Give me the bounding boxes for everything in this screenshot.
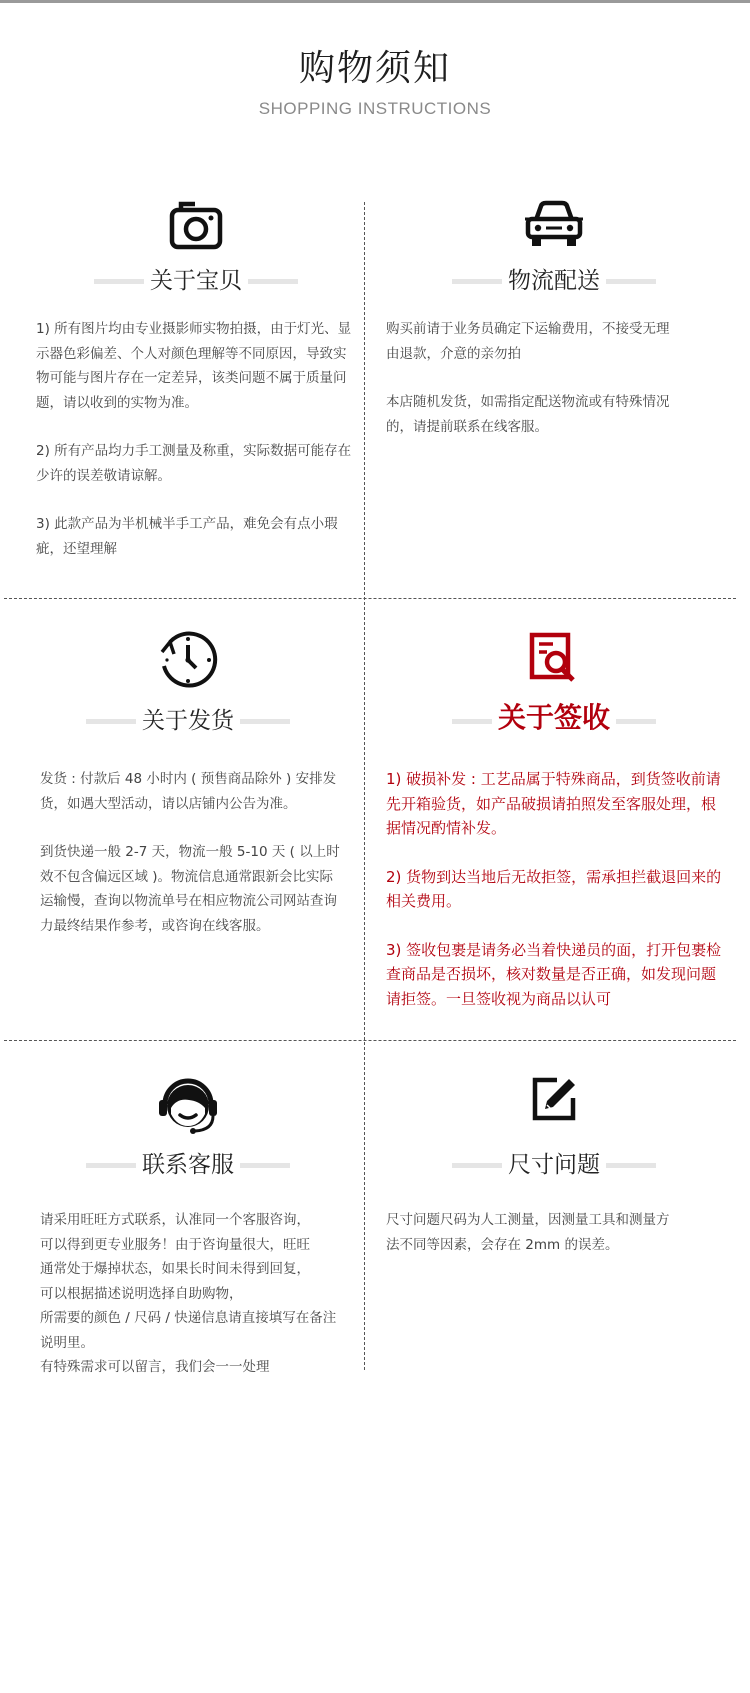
section-title: 关于宝贝 — [144, 264, 248, 298]
section-size — [372, 1076, 736, 1376]
text-line: 有特殊需求可以留言，我们会一一处理 — [40, 1359, 270, 1375]
section-body — [36, 317, 354, 561]
search-document-icon — [372, 632, 736, 688]
text-line: 通常处于爆掉状态，如果长时间未得到回复， — [40, 1261, 310, 1277]
page-title: 购物须知 — [298, 48, 451, 89]
text-line: 请采用旺旺方式联系，认准同一个客服咨询， — [40, 1212, 310, 1228]
section-title: 尺寸问题 — [502, 1148, 606, 1182]
paragraph: 本店随机发货，如需指定配送物流或有特殊情况的，请提前联系在线客服。 — [386, 394, 670, 435]
paragraph: 到货快递一般 2-7 天，物流一般 5-10 天 ( 以上时效不包含偏远区域 )。物流信息通常跟新会比实际运输慢，查询以物流单号在相应物流公司网站查询力最终结果作参考，或咨询在线客服。 — [40, 844, 340, 934]
section-contact — [6, 1070, 370, 1390]
section-body — [40, 767, 346, 938]
section-title: 联系客服 — [136, 1148, 240, 1182]
horizontal-divider-2 — [4, 1040, 736, 1041]
paragraph: 发货 : 付款后 48 小时内 ( 预售商品除外 ) 安排发货，如遇大型活动，请以店铺内公告为准。 — [40, 771, 337, 812]
section-body — [386, 767, 726, 1011]
section-heading — [6, 702, 370, 742]
section-body — [386, 1208, 676, 1257]
section-heading — [14, 262, 378, 302]
section-logistics — [372, 200, 736, 598]
paragraph: 3) 此款产品为半机械半手工产品，难免会有点小瑕疵，还望理解 — [36, 516, 338, 557]
paragraph: 尺寸问题尺码为人工测量，因测量工具和测量方法不同等因素，会存在 2mm 的误差。 — [386, 1212, 670, 1253]
section-body — [386, 317, 676, 439]
camera-icon — [14, 200, 378, 254]
horizontal-divider-1 — [4, 598, 736, 599]
paragraph: 3) 签收包裹是请务必当着快递员的面，打开包裹检查商品是否损坏，核对数量是否正确，如发现问题请拒签。一旦签收视为商品以认可 — [386, 940, 722, 1008]
section-heading — [372, 702, 736, 742]
clock-icon — [6, 630, 370, 694]
paragraph: 购买前请于业务员确定下运输费用，不接受无理由退款，介意的亲勿拍 — [386, 321, 670, 362]
car-icon — [372, 200, 736, 254]
section-heading — [6, 1146, 370, 1186]
paragraph: 1) 破损补发 : 工艺品属于特殊商品，到货签收前请先开箱验货，如产品破损请拍照发至客服处理，根据情况酌情补发。 — [386, 770, 721, 837]
paragraph: 2) 所有产品均力手工测量及称重，实际数据可能存在少许的误差敬请谅解。 — [36, 443, 352, 484]
text-line: 所需要的颜色 / 尺码 / 快递信息请直接填写在备注说明里。 — [40, 1310, 337, 1351]
top-border — [0, 0, 750, 3]
section-heading — [372, 262, 736, 302]
section-title: 物流配送 — [502, 264, 606, 298]
paragraph: 2) 货物到达当地后无故拒签，需承担拦截退回来的相关费用。 — [386, 867, 722, 910]
section-title: 关于发货 — [136, 704, 240, 738]
section-body — [40, 1208, 346, 1380]
section-heading — [372, 1146, 736, 1186]
page-subtitle: SHOPPING INSTRUCTIONS — [258, 99, 492, 118]
section-shipping — [6, 630, 370, 1040]
customer-service-icon — [6, 1070, 370, 1140]
section-title: 关于签收 — [492, 701, 616, 735]
section-about-product — [14, 200, 378, 598]
text-line: 可以得到更专业服务！由于咨询量很大，旺旺 — [40, 1236, 310, 1253]
paragraph: 1) 所有图片均由专业摄影师实物拍摄，由于灯光、显示器色彩偏差、个人对颜色理解等不同原因，导致实物可能与图片存在一定差异，该类问题不属于质量问题，请以收到的实物为准。 — [36, 321, 352, 411]
text-line: 可以根据描述说明选择自助购物， — [40, 1285, 243, 1302]
edit-icon — [372, 1076, 736, 1126]
section-signing — [372, 630, 736, 1040]
